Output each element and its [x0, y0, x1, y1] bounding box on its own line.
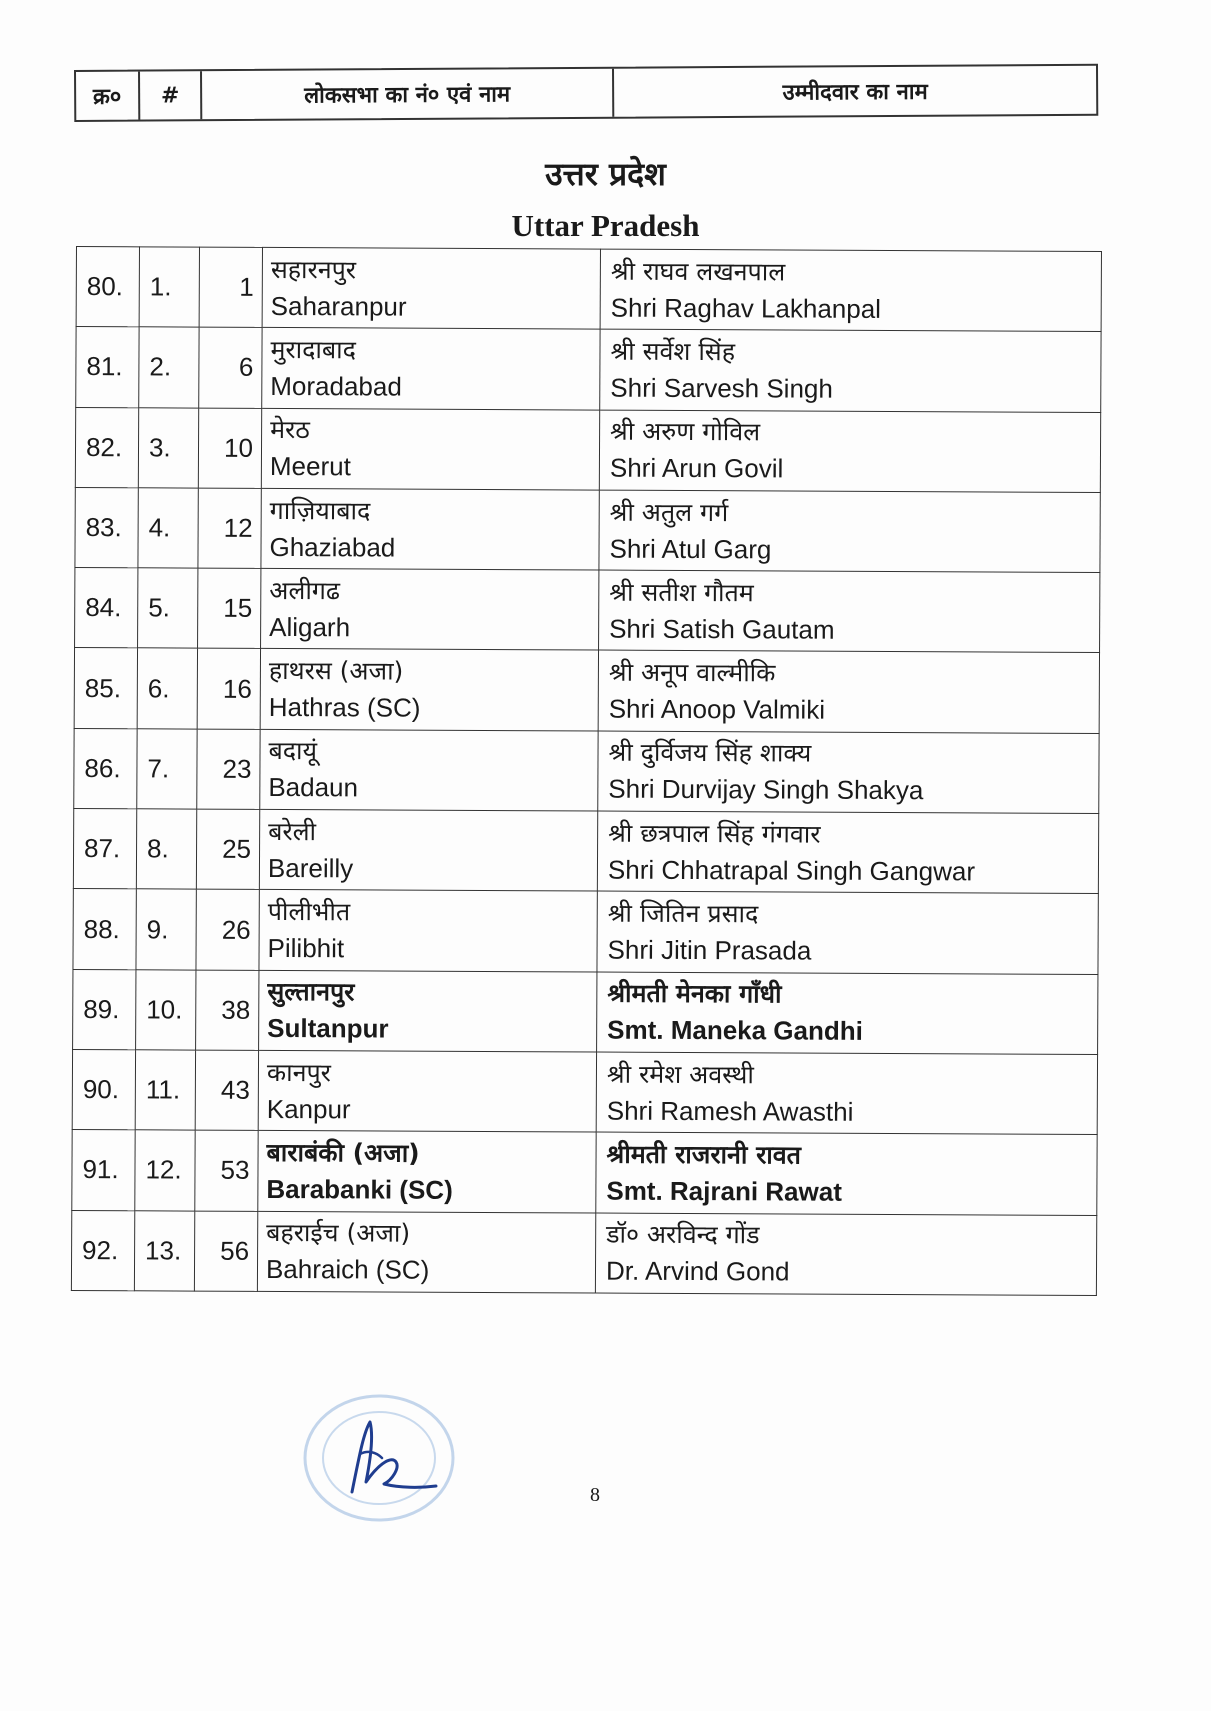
- serial-number-cell: [72, 1049, 135, 1130]
- constituency-name-english: Sultanpur: [267, 1013, 389, 1044]
- candidate-cell: [595, 1213, 1096, 1296]
- constituency-number: 6: [238, 352, 254, 383]
- serial-number-cell: [76, 327, 139, 408]
- constituency-name-english: Pilibhit: [267, 932, 345, 964]
- state-index: 6.: [147, 672, 170, 704]
- state-index: 9.: [146, 913, 169, 944]
- constituency-cell: [258, 1131, 596, 1213]
- state-index-cell: [139, 247, 199, 328]
- constituency-number: 12: [223, 512, 253, 543]
- candidate-cell: [600, 249, 1101, 332]
- constituency-number-cell: [198, 408, 261, 489]
- serial-number: 80.: [86, 271, 124, 302]
- serial-number: 86.: [84, 752, 121, 784]
- header-serial-number: क्र०: [76, 72, 140, 120]
- page-number: 8: [590, 1484, 600, 1506]
- state-index-cell: [138, 407, 198, 488]
- constituency-number-cell: [198, 568, 261, 649]
- constituency-name-hindi: हाथरस (अजा): [268, 656, 404, 686]
- constituency-number: 15: [223, 593, 253, 624]
- table-row: [72, 1049, 1097, 1134]
- serial-number-cell: [75, 407, 138, 488]
- constituency-name-english: Badaun: [268, 772, 359, 803]
- serial-number: 89.: [83, 993, 120, 1025]
- constituency-number: 26: [221, 914, 251, 945]
- serial-number: 87.: [83, 833, 121, 864]
- constituency-number: 25: [222, 833, 252, 865]
- state-title-english: Uttar Pradesh: [511, 208, 700, 243]
- candidate-name-english: Shri Raghav Lakhanpal: [610, 292, 882, 324]
- state-index: 13.: [145, 1235, 182, 1266]
- state-index: 4.: [148, 512, 171, 543]
- constituency-cell: [262, 247, 600, 329]
- constituency-number-cell: [195, 1050, 258, 1131]
- party-seal-signature: [300, 1392, 458, 1524]
- candidate-cell: [596, 1132, 1097, 1215]
- constituency-name-english: Bahraich (SC): [265, 1254, 430, 1285]
- candidate-name-english: Shri Sarvesh Singh: [610, 372, 833, 404]
- constituency-name-english: Ghaziabad: [269, 531, 396, 563]
- candidate-name-hindi: श्री रमेश अवस्थी: [606, 1059, 754, 1089]
- state-index-cell: [136, 889, 196, 970]
- table-row: [76, 327, 1101, 412]
- table-row: [75, 407, 1100, 492]
- candidate-name-hindi: श्री दुर्विजय सिंह शाक्य: [608, 738, 812, 769]
- candidate-name-english: Smt. Rajrani Rawat: [606, 1175, 842, 1207]
- constituency-cell: [260, 649, 598, 731]
- constituency-name-english: Barabanki (SC): [266, 1173, 453, 1205]
- candidate-cell: [597, 891, 1098, 974]
- constituency-name-hindi: कानपुर: [266, 1057, 332, 1087]
- state-index: 10.: [146, 994, 183, 1025]
- serial-number: 88.: [83, 913, 120, 944]
- serial-number: 92.: [82, 1234, 119, 1265]
- state-index-cell: [139, 327, 199, 408]
- constituency-cell: [261, 569, 599, 651]
- constituency-name-english: Moradabad: [270, 370, 402, 402]
- constituency-cell: [259, 809, 597, 891]
- candidate-name-english: Shri Chhatrapal Singh Gangwar: [607, 854, 976, 887]
- candidate-cell: [598, 651, 1099, 734]
- candidate-table-body: [71, 247, 1101, 1296]
- table-row: [75, 487, 1100, 572]
- candidate-cell: [600, 329, 1101, 412]
- candidate-cell: [597, 811, 1098, 894]
- state-index: 7.: [147, 753, 170, 784]
- constituency-number-cell: [195, 1130, 258, 1211]
- constituency-number-cell: [197, 729, 260, 810]
- state-index-cell: [138, 488, 198, 569]
- constituency-name-hindi: सहारनपुर: [270, 254, 357, 285]
- state-index-cell: [137, 648, 197, 729]
- constituency-cell: [259, 970, 597, 1052]
- candidate-name-hindi: श्री जितिन प्रसाद: [607, 898, 759, 929]
- table-row: [75, 568, 1100, 653]
- column-header-row: [74, 64, 1098, 122]
- serial-number: 90.: [82, 1074, 120, 1105]
- constituency-name-english: Saharanpur: [270, 290, 407, 322]
- serial-number: 85.: [84, 672, 122, 703]
- constituency-cell: [259, 890, 597, 972]
- serial-number: 84.: [85, 592, 122, 623]
- serial-number-cell: [74, 728, 137, 809]
- constituency-name-hindi: गाज़ियाबाद: [269, 495, 371, 525]
- table-row: [74, 728, 1099, 813]
- constituency-number: 10: [224, 432, 254, 463]
- constituency-name-hindi: सुल्तानपुर: [267, 977, 355, 1007]
- serial-number-cell: [75, 487, 138, 568]
- constituency-number: 43: [220, 1074, 250, 1105]
- state-index-cell: [134, 1210, 194, 1291]
- candidate-cell: [599, 410, 1100, 493]
- state-index-cell: [136, 969, 196, 1050]
- constituency-number-cell: [199, 327, 262, 408]
- state-index: 11.: [145, 1074, 181, 1105]
- candidate-name-english: Shri Durvijay Singh Shakya: [608, 774, 924, 806]
- table-row: [71, 1210, 1096, 1295]
- candidate-cell: [597, 972, 1098, 1055]
- serial-number: 91.: [82, 1154, 119, 1185]
- constituency-number-cell: [196, 809, 259, 890]
- constituency-name-hindi: मेरठ: [270, 415, 310, 445]
- table-row: [76, 247, 1101, 332]
- candidate-name-english: Shri Jitin Prasada: [607, 934, 812, 966]
- state-index-cell: [136, 809, 196, 890]
- state-index: 12.: [145, 1154, 182, 1185]
- state-index-cell: [135, 1130, 195, 1211]
- constituency-number: 23: [222, 753, 252, 784]
- constituency-name-hindi: बहराईच (अजा): [266, 1218, 411, 1248]
- serial-number-cell: [75, 568, 138, 649]
- candidate-name-hindi: श्रीमती राजरानी रावत: [606, 1139, 802, 1170]
- constituency-number-cell: [196, 889, 259, 970]
- constituency-cell: [262, 328, 600, 410]
- serial-number-cell: [72, 1130, 135, 1211]
- header-candidate: उम्मीदवार का नाम: [782, 79, 928, 106]
- state-index: 5.: [148, 592, 170, 623]
- serial-number-cell: [73, 809, 136, 890]
- constituency-cell: [260, 729, 598, 811]
- candidate-name-english: Shri Ramesh Awasthi: [606, 1095, 854, 1127]
- candidate-table: [71, 246, 1102, 1296]
- constituency-number-cell: [198, 488, 261, 569]
- table-row: [73, 889, 1098, 974]
- constituency-cell: [261, 488, 599, 570]
- serial-number-cell: [73, 969, 136, 1050]
- constituency-name-english: Hathras (SC): [268, 692, 421, 723]
- state-index: 1.: [149, 271, 172, 302]
- header-constituency: लोकसभा का नं० एवं नाम: [202, 69, 614, 120]
- serial-number-cell: [73, 889, 136, 970]
- constituency-name-english: Kanpur: [266, 1093, 351, 1124]
- candidate-name-hindi: श्री अरुण गोविल: [610, 416, 761, 447]
- candidate-name-hindi: श्री अनूप वाल्मीकि: [608, 657, 776, 688]
- serial-number-cell: [71, 1210, 134, 1291]
- candidate-cell: [598, 731, 1099, 814]
- constituency-number: 53: [220, 1155, 250, 1186]
- candidate-name-english: Smt. Maneka Gandhi: [607, 1014, 863, 1047]
- constituency-number-cell: [199, 247, 262, 328]
- constituency-number: 56: [220, 1235, 250, 1266]
- serial-number: 83.: [85, 512, 122, 543]
- header-hash: #: [140, 71, 202, 119]
- constituency-cell: [257, 1211, 595, 1293]
- constituency-number-cell: [194, 1211, 257, 1292]
- constituency-number: 16: [222, 673, 252, 704]
- candidate-cell: [596, 1052, 1097, 1135]
- constituency-name-hindi: अलीगढ: [269, 575, 341, 606]
- state-index: 8.: [146, 833, 169, 864]
- constituency-name-hindi: मुरादाबाद: [270, 334, 357, 365]
- constituency-name-hindi: पीलीभीत: [267, 896, 351, 927]
- candidate-name-english: Dr. Arvind Gond: [605, 1255, 790, 1287]
- constituency-name-english: Meerut: [269, 451, 351, 482]
- constituency-name-hindi: बाराबंकी (अजा): [266, 1137, 420, 1168]
- state-index: 3.: [148, 432, 171, 463]
- candidate-name-hindi: श्री छत्रपाल सिंह गंगवार: [608, 818, 821, 849]
- state-index-cell: [138, 568, 198, 649]
- constituency-number: 1: [239, 271, 254, 303]
- serial-number: 81.: [86, 351, 123, 382]
- state-index-cell: [135, 1050, 195, 1131]
- table-row: [74, 648, 1099, 733]
- candidate-name-english: Shri Satish Gautam: [609, 613, 835, 645]
- state-index: 2.: [149, 351, 172, 382]
- constituency-name-hindi: बदायूं: [268, 736, 318, 766]
- constituency-name-english: Bareilly: [267, 852, 354, 884]
- constituency-number-cell: [196, 970, 259, 1051]
- table-row: [73, 969, 1098, 1054]
- table-row: [73, 809, 1098, 894]
- candidate-name-hindi: श्रीमती मेनका गाँधी: [607, 978, 782, 1009]
- state-index-cell: [137, 729, 197, 810]
- candidate-cell: [599, 570, 1100, 653]
- candidate-name-hindi: श्री अतुल गर्ग: [609, 497, 729, 527]
- candidate-name-hindi: डॉ० अरविन्द गोंड: [606, 1219, 760, 1250]
- serial-number-cell: [74, 648, 137, 729]
- serial-number-cell: [76, 247, 139, 328]
- state-title-hindi: उत्तर प्रदेश: [545, 155, 666, 193]
- candidate-name-english: Shri Anoop Valmiki: [608, 693, 826, 725]
- constituency-name-english: Aligarh: [269, 611, 351, 643]
- candidate-name-english: Shri Atul Garg: [609, 533, 772, 564]
- serial-number: 82.: [85, 431, 123, 462]
- constituency-number: 38: [221, 994, 251, 1025]
- candidate-name-hindi: श्री सर्वेश सिंह: [610, 336, 736, 367]
- table-row: [72, 1130, 1097, 1215]
- candidate-name-hindi: श्री राघव लखनपाल: [610, 256, 786, 287]
- constituency-name-hindi: बरेली: [268, 816, 317, 846]
- candidate-name-hindi: श्री सतीश गौतम: [609, 577, 754, 608]
- candidate-cell: [599, 490, 1100, 573]
- constituency-number-cell: [197, 649, 260, 730]
- constituency-cell: [258, 1050, 596, 1132]
- constituency-cell: [261, 408, 599, 490]
- candidate-name-english: Shri Arun Govil: [609, 452, 784, 484]
